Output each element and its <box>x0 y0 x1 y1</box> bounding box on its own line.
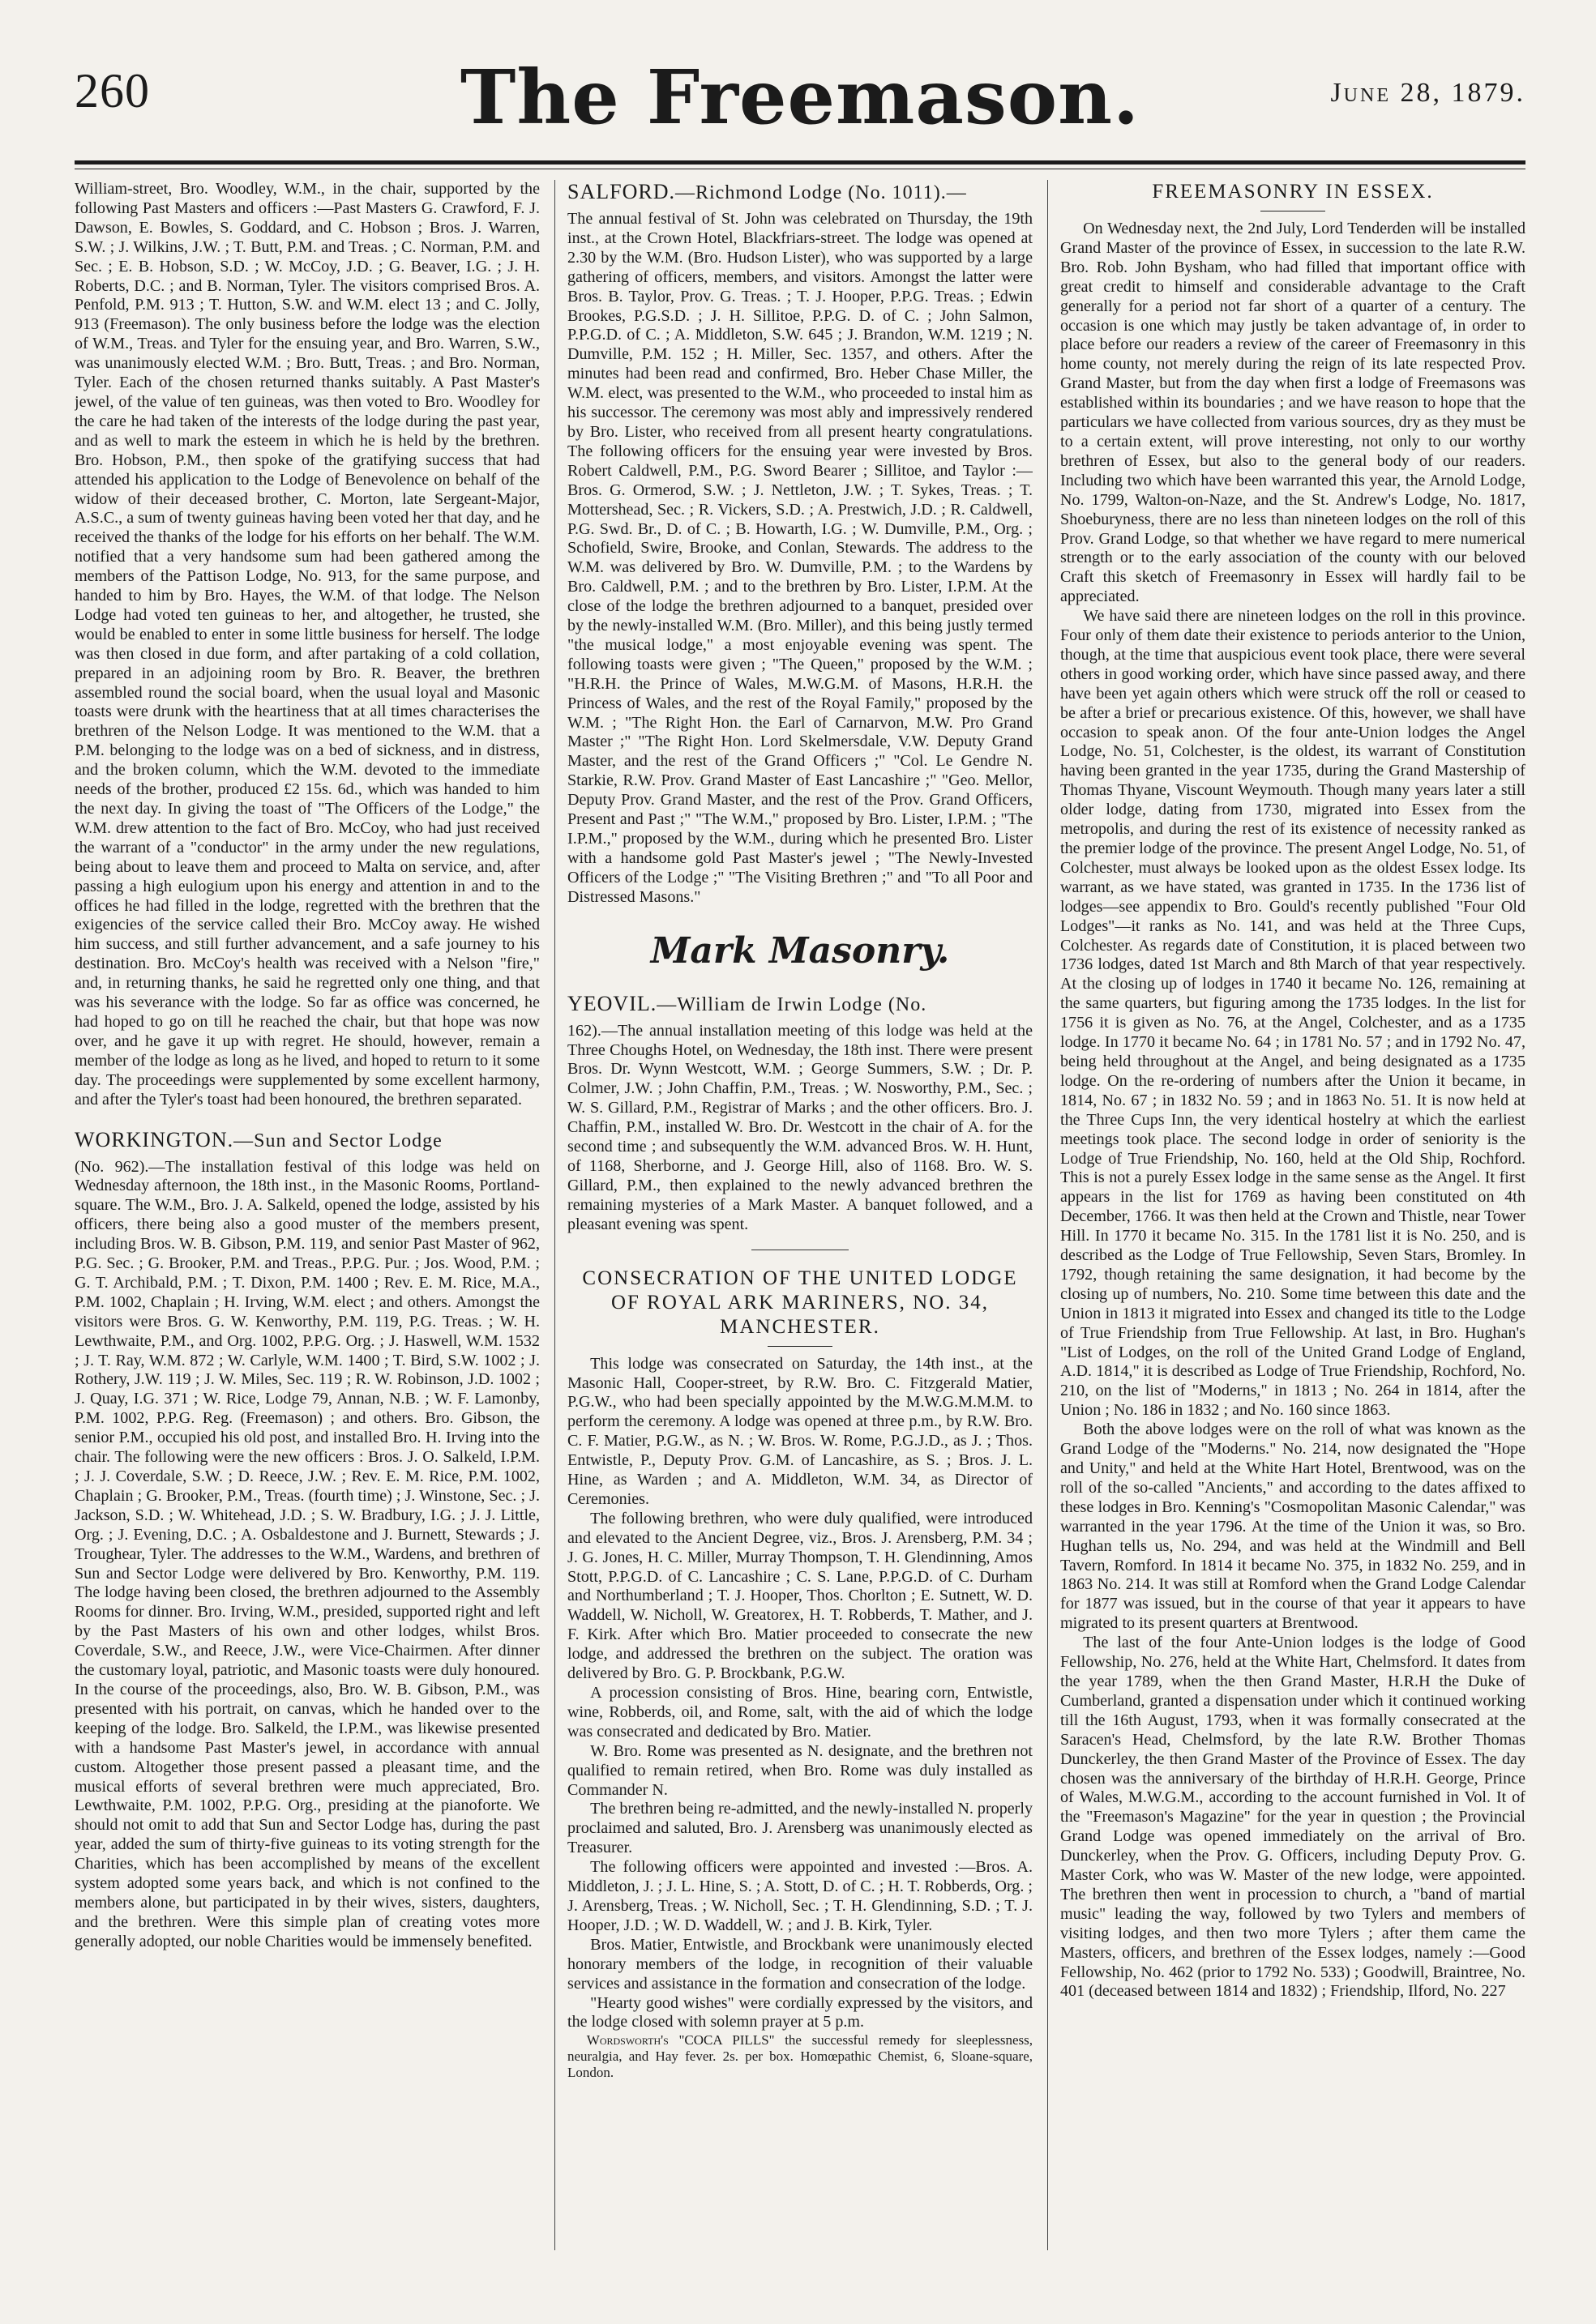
essex-paragraph: On Wednesday next, the 2nd July, Lord Tenderden will be installed Grand Master of the province of Essex, in succession to the late R.W. Bro. Rob. John Bysham, who had filled that important office with great credit to himself and considerable advantage to the Craft generally for a period not far short of a quarter of a century. The occasion is one which may justly be taken advantage of, in order to place before our readers a review of the career of Freemasonry in this home county, not merely during the reign of its late respected Prov. Grand Master, but from the day when first a lodge of Freemasons was established within its boundaries ; and we have reason to hope that the particulars we have collected from various sources, dry as they must be to a certain extent, will prove interesting, not only to our worthy brethren of Essex, but also to the general body of our readers. Including two which have been warranted this year, the Arnold Lodge, No. 1799, Walton-on-Naze, and the St. Andrew's Lodge, No. 1817, Shoeburyness, there are no less than nineteen lodges on the roll of this Prov. Grand Lodge, so that whether we have regard to mere numerical strength or to the early association of the county with our beloved Craft this sketch of Freemasonry in Essex will hardly fail to be appreciated. <box>1060 220 1525 606</box>
article-workington-body: (No. 962).—The installation festival of this lodge was held on Wednesday afternoon, the 18th inst., in the Masonic Rooms, Portland-square. The W.M., Bro. J. A. Salkeld, opened the lodge, assisted by his officers, there being also a good muster of the members present, including Bros. W. B. Gibson, P.M. 119, and senior Past Master of 962, P.G. Sec. ; G. Brooker, P.M. and Treas., P.P.G. Pur. ; Jos. Wood, P.M. ; G. T. Archibald, P.M. ; T. Dixon, P.M. 1400 ; Rev. E. M. Rice, M.A., P.M. 1002, Chaplain ; H. Irving, W.M. elect ; and others. Amongst the visitors were Bros. G. W. Kenworthy, P.M. 119, P.G. Treas. ; W. H. Lewthwaite, P.M., and Org. 1002, P.P.G. Org. ; J. Haswell, W.M. 1532 ; J. T. Ray, W.M. 872 ; W. Carlyle, W.M. 1400 ; T. Bird, S.W. 1002 ; J. Rothery, J.W. 119 ; J. W. Miles, Sec. 119 ; R. W. Robinson, J.D. 1002 ; J. Quay, I.G. 371 ; W. Rice, Lodge 79, Annan, N.B. ; W. F. Lamonby, P.M. 1002, P.P.G. Reg. (Freemason) ; and others. Bro. Gibson, the senior P.M., occupied his old post, and installed Bro. H. Irving into the chair. The following were the new officers : Bros. J. O. Salkeld, I.P.M. ; J. J. Coverdale, S.W. ; D. Reece, J.W. ; Rev. E. M. Rice, P.M. 1002, Chaplain ; G. Brooker, P.M., Treas. (fourth time) ; J. Winstone, Sec. ; J. Jackson, S.D. ; W. Whitehead, J.D. ; S. W. Bradbury, I.G. ; J. J. Little, Org. ; J. Evening, D.C. ; A. Osbaldestone and J. Burnett, Stewards ; J. Troughear, Tyler. The addresses to the W.M., Wardens, and brethren of Sun and Sector Lodge were delivered by Bro. Kenworthy, P.M. 119. The lodge having been closed, the brethren adjourned to the Assembly Rooms for dinner. Bro. Irving, W.M., presided, supported right and left by the Past Masters of his own and other lodges, whilst Bros. Coverdale, S.W., and Reece, J.W., were Vice-Chairmen. After dinner the customary loyal, patriotic, and Masonic toasts were duly honoured. In the course of the proceedings, also, Bro. W. B. Gibson, P.M., was presented with his portrait, on canvas, which he handed over to the keeping of the lodge. Bro. Salkeld, the I.P.M., was likewise presented with a handsome Past Master's jewel, in accordance with annual custom. Altogether those present passed a pleasant time, and the musical efforts of several brethren were much appreciated, Bro. Lewthwaite, P.M. 1002, P.P.G. Org., presiding at the pianoforte. We should not omit to add that Sun and Sector Lodge has, during the past year, added the sum of thirty-five guineas to its voting strength for the Charities, which has been accomplished by means of the excellent system adopted some years back, and which is not confined to the members alone, but participated in by their wives, sisters, daughters, and the brethren. Were this simple plan of creating votes more generally adopted, our noble Charities would be immensely benefited. <box>75 1157 540 1950</box>
header-rule-thick <box>75 160 1525 164</box>
advertisement-coca-pills <box>567 2032 1033 2081</box>
article-heading-salford <box>567 180 1033 205</box>
article-heading-yeovil <box>567 992 1033 1017</box>
column-3 <box>1060 180 1525 2250</box>
column-1 <box>75 180 540 2250</box>
column-divider <box>1047 180 1048 2250</box>
consecration-paragraph: A procession consisting of Bros. Hine, bearing corn, Entwistle, wine, Robberds, oil, and Rome, salt, with the aid of which the lodge was consecrated and dedicated by Bro. Matier. <box>567 1684 1033 1741</box>
article-heading-essex: FREEMASONRY IN ESSEX. <box>1152 181 1434 203</box>
article-nelson-lodge-body: William-street, Bro. Woodley, W.M., in the chair, supported by the following Past Masters and officers :—Past Masters G. Crawford, F. J. Dawson, E. Bowles, S. Goddard, and C. Hobson ; Bros. J. Warren, S.W. ; J. Wilkins, J.W. ; T. Butt, P.M. and Treas. ; C. Norman, P.M. and Sec. ; E. B. Hobson, S.D. ; W. McCoy, J.D. ; G. Beaver, I.G. ; J. H. Roberts, D.C. ; and B. Norman, Tyler. The visitors comprised Bros. A. Penfold, P.M. 913 ; T. Hutton, S.W. and W.M. elect 13 ; and C. Jolly, 913 (Freemason). The only business before the lodge was the election of W.M., Treas. and Tyler for the ensuing year, and Bro. Warren, S.W., was unanimously elected W.M. ; Bro. Butt, Treas. ; and Bro. Norman, Tyler. Each of the chosen returned thanks suitably. A Past Master's jewel, of the value of ten guineas, was then voted to Bro. Woodley for the care he had taken of the interests of the lodge during the past year, and as well to mark the esteem in which he is held by the brethren. Bro. Hobson, P.M., then spoke of the gratifying success that had attended his application to the Lodge of Benevolence on behalf of the widow of their deceased brother, C. Morton, late Sergeant-Major, A.S.C., a sum of twenty guineas having been voted her that day, and he received the thanks of the lodge for his efforts on her behalf. The W.M. notified that a very handsome sum had been gathered among the members of the Pattison Lodge, No. 913, for the same purpose, and handed to him by Bro. Hayes, the W.M. of that lodge. The Nelson Lodge had voted ten guineas to her, and altogether, he trusted, she would be enabled to enter in some little business for herself. The lodge was then closed in due form, and after partaking of a cold collation, prepared in an adjoining room by Bro. R. Beaver, the brethren assembled round the social board, when the usual loyal and Masonic toasts were drunk with the heartiness that at all times characterises the brethren of the Nelson Lodge. It was mentioned to the W.M. that a P.M. belonging to the lodge was on a bed of sickness, and in distress, and the broken column, which the W.M. devoted to the immediate needs of the brother, produced £2 15s. 6d., which was handed to him the next day. In giving the toast of "The Officers of the Lodge," the W.M. drew attention to the fact of Bro. McCoy, who had just received the warrant of a "conductor" in the army under the new regulations, being about to leave them and proceed to Malta on service, and, after passing a high eulogium upon his energy and attention in and to the offices he had filled in the lodge, regretted with the brethren that the exigencies of the service called their Bro. McCoy away. He wished him success, and still further advancement, and a safe journey to his destination. Bro. McCoy's health was received with a Nelson "fire," and, in returning thanks, he said he regretted only one thing, and that was his severance with the lodge. So far as office was concerned, he had hoped to go on till he reached the chair, but that hope was now over, and he gave it up with regret. He should, however, remain a member of the lodge as long as he lived, and hoped to return to it some day. The proceedings were supplemented by some excellent harmony, and after the Tyler's toast had been honoured, the brethren separated. <box>75 180 540 1109</box>
consecration-paragraph: The following brethren, who were duly qualified, were introduced and elevated to the Ancient Degree, viz., Bros. J. Arensberg, P.M. 34 ; J. G. Jones, H. C. Miller, Murray Thompson, T. H. Glendinning, Amos Stott, P.P.G.D. of C. Lancashire ; C. S. Lane, P.P.G.D. of C. Durham and Northumberland ; T. J. Hooper, Thos. Chorlton ; E. Sutnett, W. D. Waddell, W. Nicholl, W. Greatorex, H. T. Robberds, T. Mather, and J. F. Kirk. After which Bro. Matier proceeded to consecrate the new lodge, and addressed the brethren on the subject. The oration was delivered by Bro. G. P. Brockbank, P.G.W. <box>567 1509 1033 1683</box>
heading-place: YEOVIL. <box>567 991 657 1015</box>
page-number: 260 <box>75 64 150 117</box>
heading-place: WORKINGTON. <box>75 1127 234 1151</box>
article-heading-workington <box>75 1128 540 1153</box>
article-heading-consecration: CONSECRATION OF THE UNITED LODGE OF ROYAL ARK MARINERS, NO. 34, MANCHESTER. <box>582 1267 1018 1338</box>
heading-underline <box>768 1346 832 1347</box>
heading-lodge: —William de Irwin Lodge (No. <box>657 993 927 1015</box>
article-salford-body: The annual festival of St. John was celebrated on Thursday, the 19th inst., at the Crown Hotel, Blackfriars-street. The lodge was opened at 2.30 by the W.M. (Bro. Hudson Lister), who was supported by a large gathering of officers, members, and visitors. Amongst the latter were Bros. B. Taylor, Prov. G. Treas. ; T. J. Hooper, P.P.G. Treas. ; Edwin Brookes, P.G.S.D. ; J. H. Sillitoe, P.P.G. D. of C. ; John Salmon, P.P.G.D. of C. ; A. Middleton, S.W. 645 ; J. Brandon, W.M. 1219 ; N. Dumville, P.M. 152 ; H. Miller, Sec. 1357, and others. After the minutes had been read and confirmed, Bro. Heber Chase Miller, the W.M. elect, was presented to the W.M., who proceeded to instal him as his successor. The ceremony was most ably and impressively rendered by Bro. Lister, who received from all present hearty congratulations. The following officers for the ensuing year were invested by Bros. Robert Caldwell, P.M., P.G. Sword Bearer ; Sillitoe, and Taylor :—Bros. G. Ormerod, S.W. ; J. Nettleton, J.W. ; T. Sykes, Treas. ; T. Mottershead, Sec. ; R. Vickers, S.D. ; A. Prestwich, J.D. ; R. Caldwell, P.G. Swd. Br., D. of C. ; B. Howarth, I.G. ; W. Dumville, P.M., Org. ; Schofield, Swire, Brooke, and Conlan, Stewards. The address to the W.M. was delivered by Bro. W. Dumville, P.M. ; to the Wardens by Bro. Caldwell, P.M. ; and to the brethren by Bro. Lister, I.P.M. At the close of the lodge the brethren adjourned to a banquet, presided over by the newly-installed W.M. (Bro. Miller), and this being justly termed "the musical lodge," a most enjoyable evening was spent. The following toasts were given ; "The Queen," proposed by the W.M. ; "H.R.H. the Prince of Wales, M.W.G.M. of Masons, H.R.H. the Princess of Wales, and the rest of the Royal Family," proposed by the W.M. ; "The Right Hon. the Earl of Carnarvon, M.W. Pro Grand Master ;" "The Right Hon. Lord Skelmersdale, V.W. Deputy Grand Master, and the rest of the Grand Officers ;" "Col. Le Gendre N. Starkie, R.W. Prov. Grand Master of East Lancashire ;" "Geo. Mellor, Deputy Prov. Grand Master, and the rest of the Prov. Grand Officers, Present and Past ;" "The W.M.," proposed by Bro. Lister, I.P.M. ; "The I.P.M.," proposed by the W.M., during which he presented Bro. Lister with a handsome gold Past Master's jewel ; "The Newly-Invested Officers of the Lodge ;" "The Visiting Brethren ;" and "To all Poor and Distressed Masons." <box>567 210 1033 906</box>
page-header <box>75 49 1525 154</box>
consecration-paragraph: W. Bro. Rome was presented as N. designate, and the brethren not qualified to remain retired, when Bro. Rome was duly installed as Commander N. <box>567 1741 1033 1799</box>
consecration-paragraph: Bros. Matier, Entwistle, and Brockbank were unanimously elected honorary members of the lodge, in recognition of their valuable services and assistance in the formation and consecration of the lodge. <box>567 1935 1033 1993</box>
advert-text: "COCA PILLS" the successful remedy for sleeplessness, neuralgia, and Hay fever. 2s. per box. Homœpathic Chemist, 6, Sloane-square, London. <box>567 2032 1033 2081</box>
column-divider <box>554 180 555 2250</box>
column-2 <box>567 180 1033 2250</box>
advert-name: Wordsworth's <box>586 2032 669 2048</box>
article-yeovil-body: 162).—The annual installation meeting of this lodge was held at the Three Choughs Hotel, on Wednesday, the 18th inst. There were present Bros. Dr. Wynn Westcott, W.M. ; George Summers, S.W. ; Dr. P. Colmer, J.W. ; John Chaffin, P.M., Treas. ; W. Nosworthy, P.M., Sec. ; W. S. Gillard, P.M., Registrar of Marks ; and the other officers. Bro. J. Chaffin, P.M., installed W. Bro. Dr. Westcott in the chair of A. for the second time ; and subsequently the W.M. advanced Bros. W. H. Hunt, of 1168, Sherborne, and J. George Hill, also of 1168. Bro. W. S. Gillard, P.M., then explained to the newly advanced brethren the remaining mysteries of a Mark Master. A banquet followed, and a pleasant evening was spent. <box>567 1021 1033 1233</box>
issue-date: June 28, 1879. <box>1330 78 1525 108</box>
section-heading-mark-masonry: Mark Masonry. <box>650 929 950 972</box>
masthead-title: The Freemason. <box>460 53 1140 141</box>
heading-place: SALFORD. <box>567 180 675 203</box>
essex-paragraph: Both the above lodges were on the roll of what was known as the Grand Lodge of the "Moderns." No. 214, now designated the "Hope and Unity," and held at the White Hart Hotel, Brentwood, was on the roll of the so-called "Ancients," and according to the dates affixed to these lodges in Bro. Kenning's "Cosmopolitan Masonic Calendar," was warranted in the year 1796. At the time of the Union it was, so Bro. Hughan tells us, No. 294, and was held at the Windmill and Bell Tavern, Romford. In 1814 it became No. 375, in 1832 No. 259, and in 1863 No. 214. It was still at Romford when the Grand Lodge Calendar for 1877 was issued, but in the course of that year it appears to have migrated to its present quarters at Brentwood. <box>1060 1420 1525 1633</box>
heading-lodge: —Richmond Lodge (No. 1011).— <box>674 182 967 203</box>
essex-paragraph: The last of the four Ante-Union lodges is the lodge of Good Fellowship, No. 276, held at the White Hart, Chelmsford. It dates from the year 1789, when the then Grand Master, H.R.H the Duke of Cumberland, granted a dispensation under which it continued working till the 16th August, 1793, when it was formally consecrated at the Saracen's Head, Chelmsford, by the late R.W. Brother Thomas Dunckerley, the then Grand Master of the Province of Essex. The day chosen was the anniversary of the birthday of H.R.H. George, Prince of Wales, M.W.G.M., according to the account furnished in Vol. It of the "Freemason's Magazine" for the year in question ; the Provincial Grand Lodge was opened immediately on the arrival of Bro. Dunckerley, when the Prov. G. Officers, including Deputy Prov. G. Master Cork, who was W. Master of the new lodge, were appointed. The brethren then went in procession to church, a "band of martial music" leading the way, followed by two Tylers and members of visiting lodges, and then two more Tylers ; after them came the Masters, officers, and brethren of the Essex lodges, namely :—Good Fellowship, No. 462 (prior to 1792 No. 533) ; Goodwill, Braintree, No. 401 (deceased between 1814 and 1832) ; Friendship, Ilford, No. 227 <box>1060 1634 1525 2001</box>
consecration-paragraph: The brethren being re-admitted, and the newly-installed N. properly proclaimed and saluted, Bro. J. Arensberg was unanimously elected as Treasurer. <box>567 1800 1033 1857</box>
heading-lodge: —Sun and Sector Lodge <box>233 1130 443 1151</box>
consecration-paragraph: "Hearty good wishes" were cordially expressed by the visitors, and the lodge closed with solemn prayer at 5 p.m. <box>567 1993 1033 2031</box>
consecration-paragraph: This lodge was consecrated on Saturday, the 14th inst., at the Masonic Hall, Cooper-street, by R.W. Bro. C. Fitzgerald Matier, P.G.W., who had been specially appointed by the M.W.G.M.M.M. to perform the ceremony. A lodge was opened at three p.m., by R.W. Bro. C. F. Matier, P.G.W., as N. ; W. Bros. W. Rome, P.G.J.D., as J. ; Thos. Entwistle, P., Deputy Prov. G.M. of Lancashire, as S. ; Bros. J. L. Hine, as Warden ; and A. Middleton, W.M. 34, as Director of Ceremonies. <box>567 1354 1033 1508</box>
consecration-paragraph: The following officers were appointed and invested :—Bros. A. Middleton, J. ; J. L. Hine, S. ; A. Stott, D. of C. ; H. T. Robberds, Org. ; J. Arensberg, Treas. ; W. Nicholl, Sec. ; T. H. Glendinning, S.D. ; T. J. Hooper, J.D. ; W. D. Waddell, W. ; and J. B. Kirk, Tyler. <box>567 1858 1033 1934</box>
essex-paragraph: We have said there are nineteen lodges on the roll in this province. Four only of them date their existence to periods anterior to the Union, though, at the time that auspicious event took place, there were several others in good working order, which have since passed away, and there have been yet again others which were struck off the roll or ceased to be after a brief or precarious existence. Of this, however, we shall have occasion to speak anon. Of the four ante-Union lodges the Angel Lodge, No. 51, Colchester, is the oldest, its warrant of Constitution having been granted in the year 1735, during the Grand Mastership of Thomas Thyane, Viscount Weymouth. Though many years later a still older lodge, dating from 1730, migrated into Essex from the metropolis, and during the rest of its existence of necessity ranked as the premier lodge of the province. The present Angel Lodge, No. 51, of Colchester, must always be looked upon as the oldest Essex lodge. Its warrant, as we have stated, was granted in 1735. In the 1736 list of lodges—see appendix to Bro. Gould's recently published "Four Old Lodges"—it ranks as No. 141, and was held at the Three Cups, Colchester. As regards date of Constitution, it is placed between two 1736 lodges, dated 1st March and 8th March of that year respectively. At the closing up of lodges in 1740 it became No. 126, remaining at the same quarters, but figuring among the 1735 lodges. In the list for 1756 it is given as No. 76, at the Angel, Colchester, and as a 1735 lodge. In 1770 it became No. 64 ; in 1781 No. 57 ; and in 1792 No. 47, being held throughout at the Angel, and being designated as a 1735 lodge. On the re-ordering of numbers after the Union it became, in 1814, No. 67 ; in 1832 No. 59 ; and in 1863 No. 51. It is now held at the Three Cups Inn, the very identical hostelry at which the earliest meetings took place. The second lodge in order of seniority is the Lodge of True Friendship, No. 160, held at the Old Ship, Rochford. This is not a purely Essex lodge in the same sense as the Angel. It first appears in the list for 1769 as having been constituted on 4th December, 1766. It was then held at the Crown and Thistle, near Tower Hill. In 1770 it became No. 315. In the 1781 list it is No. 250, and is described as the Lodge of True Fellowship, Seven Stars, Bromley. In 1792, though retaining the same designation, it had become by the closing up of numbers, No. 210. Some time between this date and the Union in 1813 it migrated into Essex and changed its title to the Lodge of True Friendship from True Fellowship. At last, in Bro. Hughan's "List of Lodges, on the roll of the United Grand Lodge of England, A.D. 1814," it is described as Lodge of True Friendship, Rochford, No. 210, on the list of "Moderns," in 1813 ; No. 264 in 1814, after the Union ; No. 186 in 1832 ; and No. 160 since 1863. <box>1060 607 1525 1420</box>
